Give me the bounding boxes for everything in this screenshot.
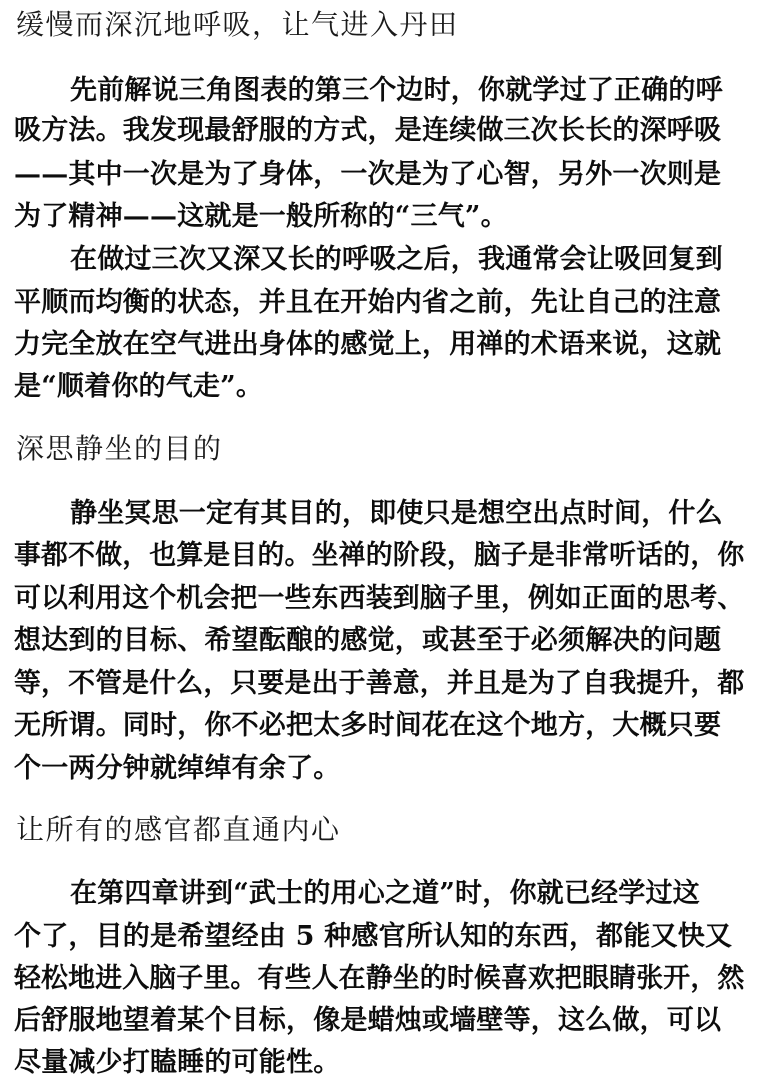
text-line: 轻松地进入脑子里。有些人在静坐的时候喜欢把眼睛张开，然 xyxy=(14,963,745,994)
text-line: 等，不管是什么，只要是出于善意，并且是为了自我提升，都 xyxy=(14,668,745,699)
text-line: 个一两分钟就绰绰有余了。 xyxy=(14,753,341,784)
text-line: 尽量减少打瞌睡的可能性。 xyxy=(14,1047,341,1078)
text-line: 力完全放在空气进出身体的感觉上，用禅的术语来说，这就 xyxy=(14,329,722,360)
text-line: 想达到的目标、希望酝酿的感觉，或甚至于必须解决的问题 xyxy=(14,625,722,656)
section-heading-purpose: 深思静坐的目的 xyxy=(16,432,223,465)
text-line: 可以利用这个机会把一些东西装到脑子里，例如正面的思考、 xyxy=(14,583,745,614)
text-line: 先前解说三角图表的第三个边时，你就学过了正确的呼 xyxy=(70,75,723,106)
text-line: 事都不做，也算是目的。坐禅的阶段，脑子是非常听话的，你 xyxy=(14,540,745,571)
text-line: 吸方法。我发现最舒服的方式，是连续做三次长长的深呼吸 xyxy=(14,115,722,146)
text-line: 在第四章讲到“武士的用心之道”时，你就已经学过这 xyxy=(70,878,700,909)
text-line: 后舒服地望着某个目标，像是蜡烛或墙壁等，这么做，可以 xyxy=(14,1005,722,1036)
text-line: 是“顺着你的气走”。 xyxy=(14,371,264,402)
text-line: 无所谓。同时，你不必把太多时间花在这个地方，大概只要 xyxy=(14,710,722,741)
text-line: ——其中一次是为了身体，一次是为了心智，另外一次则是 xyxy=(14,159,722,190)
text-line: 为了精神——这就是一般所称的“三气”。 xyxy=(14,201,508,232)
section-heading-breathing: 缓慢而深沉地呼吸，让气进入丹田 xyxy=(16,8,459,41)
text-line: 平顺而均衡的状态，并且在开始内省之前，先让自己的注意 xyxy=(14,287,722,318)
text-line: 个了，目的是希望经由 5 种感官所认知的东西，都能又快又 xyxy=(14,921,733,952)
section-heading-senses: 让所有的感官都直通内心 xyxy=(16,813,341,846)
text-line: 静坐冥思一定有其目的，即使只是想空出点时间，什么 xyxy=(70,498,723,529)
text-line: 在做过三次又深又长的呼吸之后，我通常会让吸回复到 xyxy=(70,244,723,275)
